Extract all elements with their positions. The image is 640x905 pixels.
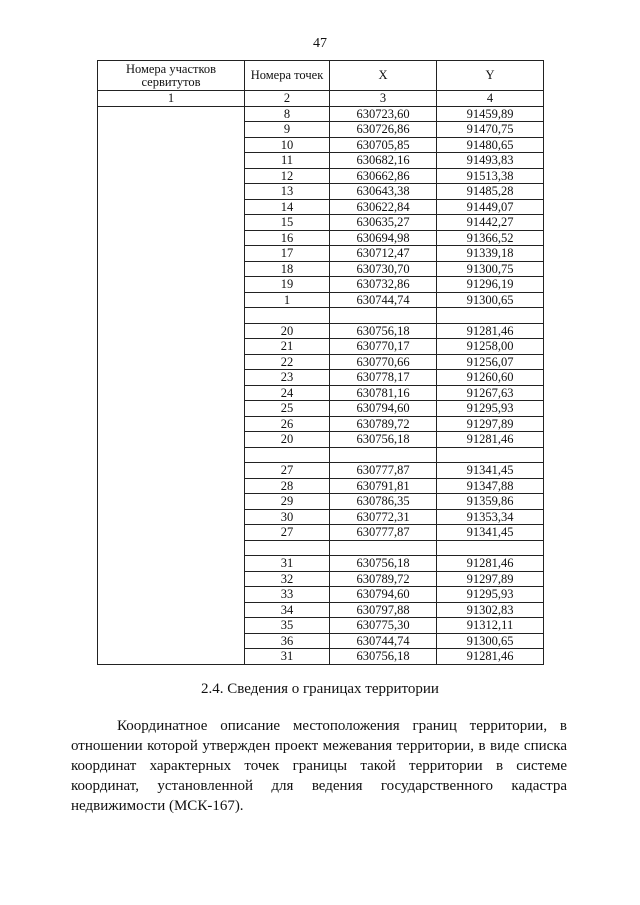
y-coordinate-cell: 91359,86	[437, 494, 544, 510]
y-coordinate-cell: 91341,45	[437, 525, 544, 541]
table-row	[98, 184, 544, 200]
servitude-cell	[98, 447, 245, 463]
table-row	[98, 447, 544, 463]
y-coordinate-cell: 91449,07	[437, 199, 544, 215]
x-coordinate-cell: 630777,87	[330, 463, 437, 479]
table-row	[98, 463, 544, 479]
x-coordinate-cell	[330, 447, 437, 463]
y-coordinate-cell: 91267,63	[437, 385, 544, 401]
servitude-cell	[98, 354, 245, 370]
servitude-cell	[98, 215, 245, 231]
x-coordinate-cell: 630794,60	[330, 401, 437, 417]
y-coordinate-cell: 91281,46	[437, 432, 544, 448]
servitude-cell	[98, 494, 245, 510]
point-number-cell	[245, 308, 330, 324]
point-number-cell: 12	[245, 168, 330, 184]
table-row	[98, 540, 544, 556]
point-number-cell: 20	[245, 323, 330, 339]
header-x: X	[330, 61, 437, 91]
point-number-cell: 31	[245, 649, 330, 665]
point-number-cell: 27	[245, 463, 330, 479]
point-number-cell: 20	[245, 432, 330, 448]
servitude-cell	[98, 323, 245, 339]
paragraph-text: Координатное описание местоположения границ территории, в отношении которой утвержден проект межевания территории, в виде списка координат характерных точек границы такой территории в системе координат, установленной для ведения государственного кадастра недвижимости (МСК-167).	[71, 718, 567, 814]
x-coordinate-cell: 630732,86	[330, 277, 437, 293]
y-coordinate-cell: 91339,18	[437, 246, 544, 262]
y-coordinate-cell: 91300,65	[437, 292, 544, 308]
x-coordinate-cell: 630744,74	[330, 633, 437, 649]
x-coordinate-cell: 630777,87	[330, 525, 437, 541]
x-coordinate-cell: 630789,72	[330, 571, 437, 587]
table-row	[98, 230, 544, 246]
point-number-cell: 19	[245, 277, 330, 293]
table-row	[98, 633, 544, 649]
servitude-cell	[98, 633, 245, 649]
point-number-cell: 33	[245, 587, 330, 603]
x-coordinate-cell: 630791,81	[330, 478, 437, 494]
x-coordinate-cell: 630723,60	[330, 106, 437, 122]
table-row	[98, 618, 544, 634]
table-row	[98, 556, 544, 572]
table-row	[98, 649, 544, 665]
index-cell: 4	[437, 91, 544, 107]
y-coordinate-cell: 91295,93	[437, 401, 544, 417]
point-number-cell: 36	[245, 633, 330, 649]
y-coordinate-cell: 91312,11	[437, 618, 544, 634]
table-row	[98, 571, 544, 587]
servitude-cell	[98, 416, 245, 432]
y-coordinate-cell: 91281,46	[437, 649, 544, 665]
point-number-cell: 34	[245, 602, 330, 618]
servitude-cell	[98, 261, 245, 277]
y-coordinate-cell: 91366,52	[437, 230, 544, 246]
point-number-cell: 27	[245, 525, 330, 541]
point-number-cell: 15	[245, 215, 330, 231]
table-row	[98, 106, 544, 122]
table-row	[98, 246, 544, 262]
x-coordinate-cell: 630797,88	[330, 602, 437, 618]
x-coordinate-cell: 630730,70	[330, 261, 437, 277]
servitude-cell	[98, 153, 245, 169]
x-coordinate-cell: 630772,31	[330, 509, 437, 525]
table-row	[98, 370, 544, 386]
x-coordinate-cell: 630635,27	[330, 215, 437, 231]
y-coordinate-cell: 91256,07	[437, 354, 544, 370]
x-coordinate-cell: 630789,72	[330, 416, 437, 432]
index-cell: 2	[245, 91, 330, 107]
x-coordinate-cell: 630756,18	[330, 432, 437, 448]
point-number-cell: 1	[245, 292, 330, 308]
servitude-cell	[98, 122, 245, 138]
table-row	[98, 199, 544, 215]
page-number: 47	[313, 36, 327, 51]
table-row	[98, 277, 544, 293]
point-number-cell: 13	[245, 184, 330, 200]
y-coordinate-cell	[437, 540, 544, 556]
x-coordinate-cell	[330, 308, 437, 324]
servitude-cell	[98, 401, 245, 417]
x-coordinate-cell: 630744,74	[330, 292, 437, 308]
table-row	[98, 153, 544, 169]
y-coordinate-cell: 91353,34	[437, 509, 544, 525]
point-number-cell: 14	[245, 199, 330, 215]
y-coordinate-cell: 91258,00	[437, 339, 544, 355]
y-coordinate-cell: 91300,65	[437, 633, 544, 649]
servitude-cell	[98, 602, 245, 618]
table-row	[98, 215, 544, 231]
section-paragraph	[71, 716, 567, 816]
servitude-cell	[98, 525, 245, 541]
servitude-cell	[98, 292, 245, 308]
table-row	[98, 122, 544, 138]
table-row	[98, 525, 544, 541]
x-coordinate-cell: 630643,38	[330, 184, 437, 200]
x-coordinate-cell: 630705,85	[330, 137, 437, 153]
x-coordinate-cell: 630781,16	[330, 385, 437, 401]
y-coordinate-cell: 91281,46	[437, 556, 544, 572]
servitude-cell	[98, 184, 245, 200]
section-title: 2.4. Сведения о границах территории	[201, 681, 439, 697]
y-coordinate-cell: 91296,19	[437, 277, 544, 293]
x-coordinate-cell: 630694,98	[330, 230, 437, 246]
header-y: Y	[437, 61, 544, 91]
index-cell: 1	[98, 91, 245, 107]
servitude-cell	[98, 246, 245, 262]
servitude-cell	[98, 339, 245, 355]
servitude-cell	[98, 509, 245, 525]
point-number-cell: 22	[245, 354, 330, 370]
table-row	[98, 261, 544, 277]
point-number-cell: 28	[245, 478, 330, 494]
point-number-cell: 8	[245, 106, 330, 122]
table-row	[98, 478, 544, 494]
servitude-cell	[98, 618, 245, 634]
x-coordinate-cell: 630756,18	[330, 649, 437, 665]
point-number-cell: 17	[245, 246, 330, 262]
servitude-cell	[98, 587, 245, 603]
y-coordinate-cell: 91480,65	[437, 137, 544, 153]
table-row	[98, 339, 544, 355]
x-coordinate-cell	[330, 540, 437, 556]
x-coordinate-cell: 630794,60	[330, 587, 437, 603]
y-coordinate-cell: 91341,45	[437, 463, 544, 479]
servitude-cell	[98, 478, 245, 494]
x-coordinate-cell: 630662,86	[330, 168, 437, 184]
point-number-cell: 30	[245, 509, 330, 525]
table-row	[98, 308, 544, 324]
point-number-cell: 16	[245, 230, 330, 246]
y-coordinate-cell: 91281,46	[437, 323, 544, 339]
servitude-cell	[98, 571, 245, 587]
table-row	[98, 168, 544, 184]
table-row	[98, 137, 544, 153]
y-coordinate-cell: 91459,89	[437, 106, 544, 122]
table-row	[98, 401, 544, 417]
table-row	[98, 416, 544, 432]
header-servitude-numbers: Номера участков сервитутов	[98, 61, 245, 91]
y-coordinate-cell: 91347,88	[437, 478, 544, 494]
y-coordinate-cell: 91485,28	[437, 184, 544, 200]
y-coordinate-cell	[437, 447, 544, 463]
table-row	[98, 602, 544, 618]
y-coordinate-cell: 91300,75	[437, 261, 544, 277]
servitude-cell	[98, 556, 245, 572]
servitude-cell	[98, 277, 245, 293]
point-number-cell	[245, 447, 330, 463]
coordinates-table	[97, 60, 544, 665]
table-row	[98, 494, 544, 510]
point-number-cell: 9	[245, 122, 330, 138]
servitude-cell	[98, 432, 245, 448]
servitude-cell	[98, 308, 245, 324]
table-row	[98, 587, 544, 603]
servitude-cell	[98, 540, 245, 556]
x-coordinate-cell: 630786,35	[330, 494, 437, 510]
servitude-cell	[98, 199, 245, 215]
point-number-cell: 35	[245, 618, 330, 634]
servitude-cell	[98, 370, 245, 386]
table-header-row	[98, 61, 544, 91]
y-coordinate-cell	[437, 308, 544, 324]
x-coordinate-cell: 630726,86	[330, 122, 437, 138]
point-number-cell: 11	[245, 153, 330, 169]
y-coordinate-cell: 91493,83	[437, 153, 544, 169]
servitude-cell	[98, 230, 245, 246]
y-coordinate-cell: 91297,89	[437, 571, 544, 587]
x-coordinate-cell: 630775,30	[330, 618, 437, 634]
x-coordinate-cell: 630778,17	[330, 370, 437, 386]
x-coordinate-cell: 630682,16	[330, 153, 437, 169]
point-number-cell: 29	[245, 494, 330, 510]
servitude-cell	[98, 106, 245, 122]
point-number-cell	[245, 540, 330, 556]
x-coordinate-cell: 630712,47	[330, 246, 437, 262]
table-row	[98, 432, 544, 448]
y-coordinate-cell: 91260,60	[437, 370, 544, 386]
table-row	[98, 509, 544, 525]
point-number-cell: 23	[245, 370, 330, 386]
table-row	[98, 323, 544, 339]
header-point-numbers: Номера точек	[245, 61, 330, 91]
x-coordinate-cell: 630770,66	[330, 354, 437, 370]
point-number-cell: 21	[245, 339, 330, 355]
y-coordinate-cell: 91470,75	[437, 122, 544, 138]
table-row	[98, 354, 544, 370]
table-index-row	[98, 91, 544, 107]
index-cell: 3	[330, 91, 437, 107]
servitude-cell	[98, 385, 245, 401]
servitude-cell	[98, 137, 245, 153]
point-number-cell: 26	[245, 416, 330, 432]
servitude-cell	[98, 649, 245, 665]
point-number-cell: 24	[245, 385, 330, 401]
y-coordinate-cell: 91297,89	[437, 416, 544, 432]
x-coordinate-cell: 630622,84	[330, 199, 437, 215]
point-number-cell: 10	[245, 137, 330, 153]
point-number-cell: 18	[245, 261, 330, 277]
point-number-cell: 32	[245, 571, 330, 587]
y-coordinate-cell: 91442,27	[437, 215, 544, 231]
y-coordinate-cell: 91295,93	[437, 587, 544, 603]
x-coordinate-cell: 630756,18	[330, 556, 437, 572]
servitude-cell	[98, 463, 245, 479]
point-number-cell: 25	[245, 401, 330, 417]
y-coordinate-cell: 91302,83	[437, 602, 544, 618]
x-coordinate-cell: 630770,17	[330, 339, 437, 355]
table-row	[98, 292, 544, 308]
y-coordinate-cell: 91513,38	[437, 168, 544, 184]
table-row	[98, 385, 544, 401]
servitude-cell	[98, 168, 245, 184]
point-number-cell: 31	[245, 556, 330, 572]
table-body	[98, 106, 544, 664]
x-coordinate-cell: 630756,18	[330, 323, 437, 339]
